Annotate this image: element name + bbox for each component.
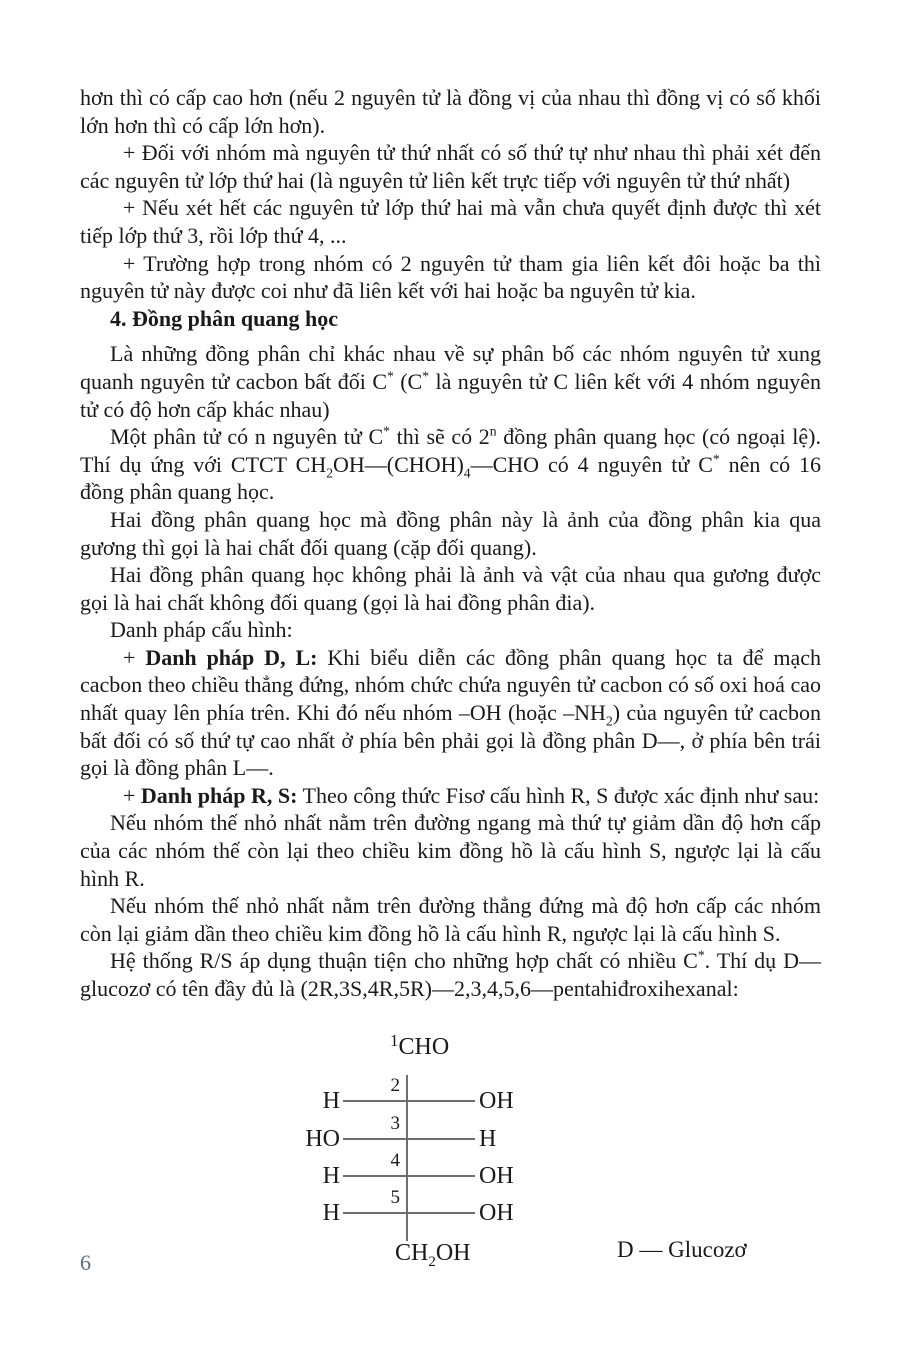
fischer-row bbox=[300, 1150, 540, 1192]
fischer-row bbox=[300, 1187, 540, 1229]
bottom-group-sub: 2 bbox=[428, 1253, 436, 1270]
paragraph: Danh pháp cấu hình: bbox=[110, 617, 293, 643]
horizontal-bond bbox=[343, 1212, 475, 1214]
left-substituent: H bbox=[322, 1163, 340, 1189]
bottom-group-post: OH bbox=[435, 1240, 471, 1266]
paragraph: Hai đồng phân quang học mà đồng phân này là ảnh của đồng phân kia qua gương thì gọi là hai chất đối quang (cặp đối quang). bbox=[80, 506, 821, 560]
fischer-top-group bbox=[390, 1033, 449, 1061]
paragraph: Hai đồng phân quang học không phải là ảnh và vật của nhau qua gương được gọi là hai chất không đối quang (gọi là hai đồng phân đia). bbox=[80, 562, 821, 615]
bottom-group-pre: CH bbox=[395, 1240, 429, 1266]
carbon-number: 3 bbox=[390, 1113, 400, 1134]
paragraph: + Danh pháp D, L: Khi biểu diễn các đồng phân quang học ta để mạch cacbon theo chiều thẳng đứng, nhóm chức chứa nguyên tử cacbon có số oxi hoá cao nhất quay lên phía trên. Khi đó nếu nhóm –OH (hoặc $-NH_2$) của nguyên tử cacbon bất đối có số thứ tự cao nhất ở phía bên phải gọi là đồng phân D—, ở phía bên trái gọi là đồng phân L—. bbox=[80, 644, 821, 781]
text-column bbox=[80, 84, 821, 1003]
carbon-number: 1 bbox=[390, 1031, 399, 1050]
left-substituent: H bbox=[322, 1200, 340, 1226]
page-number: 6 bbox=[80, 1250, 91, 1275]
right-substituent: OH bbox=[479, 1163, 514, 1189]
right-substituent: H bbox=[479, 1126, 497, 1152]
fischer-row bbox=[300, 1113, 540, 1155]
paragraph: Hệ thống R/S áp dụng thuận tiện cho những hợp chất có nhiều C*. Thí dụ D—glucozơ có tên đầy đủ là (2R,3S,4R,5R)—2,3,4,5,6—pentahiđroxihexanal: bbox=[80, 948, 821, 1001]
paragraph: Một phân tử có n nguyên tử C* thì sẽ có 2$^n$ đồng phân quang học (có ngoại lệ). Thí dụ ứng với CTCT $CH_2OH—(CHOH)_4—CHO$ có 4 nguyên tử C* nên có 16 đồng phân quang học. bbox=[80, 423, 822, 505]
left-substituent: H bbox=[322, 1088, 340, 1114]
horizontal-bond bbox=[343, 1138, 475, 1140]
top-group-formula: CHO bbox=[398, 1034, 450, 1060]
carbon-number: 4 bbox=[390, 1150, 400, 1171]
fischer-projection bbox=[300, 1033, 540, 1283]
paragraph: + Trường hợp trong nhóm có 2 nguyên tử tham gia liên kết đôi hoặc ba thì nguyên tử này được coi như đã liên kết với hai hoặc ba nguyên tử kia. bbox=[80, 250, 821, 304]
paragraph: + Đối với nhóm mà nguyên tử thứ nhất có số thứ tự như nhau thì phải xét đến các nguyên tử lớp thứ hai (là nguyên tử liên kết trực tiếp với nguyên tử thứ nhất) bbox=[80, 140, 821, 193]
carbon-number: 2 bbox=[390, 1075, 400, 1096]
section-heading: 4. Đồng phân quang học bbox=[110, 305, 339, 331]
horizontal-bond bbox=[343, 1100, 475, 1102]
paragraph: + Nếu xét hết các nguyên tử lớp thứ hai mà vẫn chưa quyết định được thì xét tiếp lớp thứ 3, rồi lớp thứ 4, ... bbox=[80, 195, 821, 248]
paragraph: + Danh pháp R, S: Theo công thức Fisơ cấu hình R, S được xác định như sau: bbox=[123, 782, 820, 808]
left-substituent: HO bbox=[305, 1126, 340, 1152]
fischer-bottom-group bbox=[395, 1239, 471, 1270]
carbon-number: 5 bbox=[390, 1187, 400, 1208]
paragraph: Nếu nhóm thế nhỏ nhất nằm trên đường thẳng đứng mà độ hơn cấp các nhóm còn lại giảm dần theo chiều kim đồng hồ là cấu hình R, ngược lại là cấu hình S. bbox=[80, 893, 821, 946]
right-substituent: OH bbox=[479, 1200, 514, 1226]
fischer-row bbox=[300, 1075, 540, 1117]
paragraph: hơn thì có cấp cao hơn (nếu 2 nguyên tử là đồng vị của nhau thì đồng vị có số khối lớn hơn thì có cấp lớn hơn). bbox=[80, 85, 821, 138]
paragraph: Là những đồng phân chỉ khác nhau về sự phân bố các nhóm nguyên tử xung quanh nguyên tử cacbon bất đối C* (C* là nguyên tử C liên kết với 4 nhóm nguyên tử có độ hơn cấp khác nhau) bbox=[80, 341, 822, 422]
horizontal-bond bbox=[343, 1175, 475, 1177]
paragraph: Nếu nhóm thế nhỏ nhất nằm trên đường ngang mà thứ tự giảm dần độ hơn cấp của các nhóm thế còn lại theo chiều kim đồng hồ là cấu hình S, ngược lại là cấu hình R. bbox=[80, 810, 821, 891]
right-substituent: OH bbox=[479, 1088, 514, 1114]
diagram-caption: D — Glucozơ bbox=[617, 1237, 747, 1262]
